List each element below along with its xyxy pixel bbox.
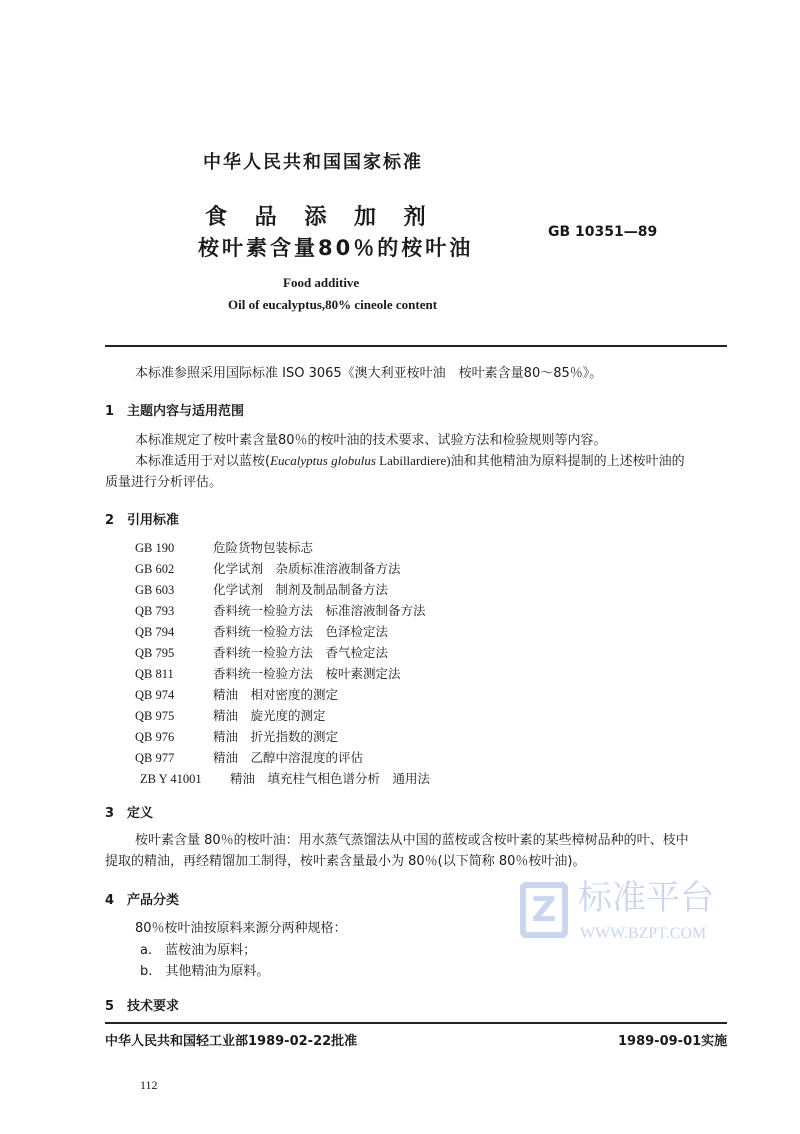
reference-title: 精油 旋光度的测定 bbox=[213, 708, 326, 723]
reference-title: 香料统一检验方法 香气检定法 bbox=[213, 645, 389, 660]
section-1-heading: 1 主题内容与适用范围 bbox=[105, 404, 245, 419]
issuing-authority: 中华人民共和国国家标准 bbox=[203, 152, 423, 173]
title-line-1: 食 品 添 加 剂 bbox=[205, 205, 436, 230]
latin-name: Eucalyptus globulus bbox=[270, 453, 376, 468]
reference-item bbox=[135, 622, 388, 640]
reference-code: QB 976 bbox=[135, 730, 175, 744]
reference-item bbox=[140, 769, 430, 787]
page-number: 112 bbox=[140, 1078, 158, 1092]
watermark-z-mark: Z bbox=[520, 882, 568, 938]
standard-code: GB 10351—89 bbox=[548, 224, 658, 240]
reference-code: QB 977 bbox=[135, 751, 175, 765]
section-4-para: 80％桉叶油按原料来源分两种规格： bbox=[135, 921, 347, 936]
reference-code: ZB Y 41001 bbox=[140, 772, 202, 786]
reference-title: 香料统一检验方法 色泽检定法 bbox=[213, 624, 389, 639]
reference-title: 精油 乙醇中溶混度的评估 bbox=[213, 750, 364, 765]
reference-code: GB 603 bbox=[135, 583, 175, 597]
reference-title: 香料统一检验方法 桉叶素测定法 bbox=[213, 666, 401, 681]
reference-code: QB 794 bbox=[135, 625, 175, 639]
section-4-heading: 4 产品分类 bbox=[105, 893, 180, 908]
reference-code: QB 811 bbox=[135, 667, 174, 681]
reference-code: QB 975 bbox=[135, 709, 175, 723]
reference-title: 危险货物包装标志 bbox=[213, 540, 314, 555]
reference-item bbox=[135, 580, 388, 598]
effective-date: 1989-09-01实施 bbox=[618, 1034, 728, 1049]
english-title-1: Food additive bbox=[283, 275, 360, 290]
reference-code: GB 190 bbox=[135, 541, 175, 555]
reference-title: 精油 填充柱气相色谱分析 通用法 bbox=[230, 771, 431, 786]
reference-code: QB 793 bbox=[135, 604, 175, 618]
reference-item bbox=[135, 601, 426, 619]
section-1-para-1: 本标准规定了桉叶素含量80％的桉叶油的技术要求、试验方法和检验规则等内容。 bbox=[135, 433, 607, 448]
reference-code: QB 974 bbox=[135, 688, 175, 702]
reference-item bbox=[135, 706, 326, 724]
reference-title: 化学试剂 制剂及制品制备方法 bbox=[213, 582, 389, 597]
reference-item bbox=[135, 685, 338, 703]
intro-text: 本标准参照采用国际标准 ISO 3065《澳大利亚桉叶油 桉叶素含量80～85％》。 bbox=[135, 366, 603, 381]
reference-title: 香料统一检验方法 标准溶液制备方法 bbox=[213, 603, 426, 618]
list-item-b: b. 其他精油为原料。 bbox=[140, 964, 270, 979]
watermark-url: WWW.BZPT.COM bbox=[580, 925, 707, 942]
reference-title: 化学试剂 杂质标准溶液制备方法 bbox=[213, 561, 401, 576]
section-5-heading: 5 技术要求 bbox=[105, 999, 180, 1014]
reference-code: GB 602 bbox=[135, 562, 175, 576]
list-item-a: a. 蓝桉油为原料； bbox=[140, 943, 257, 958]
watermark-logo bbox=[520, 878, 730, 954]
section-1-para-2 bbox=[135, 450, 685, 469]
title-line-2: 桉叶素含量80％的桉叶油 bbox=[198, 236, 474, 260]
header-divider bbox=[105, 345, 727, 347]
reference-item bbox=[135, 559, 401, 577]
reference-code: QB 795 bbox=[135, 646, 175, 660]
section-3-para-2: 提取的精油，再经精馏加工制得，桉叶素含量最小为 80％(以下简称 80％桉叶油)。 bbox=[105, 854, 586, 869]
section-3-para-1: 桉叶素含量 80％的桉叶油：用水蒸气蒸馏法从中国的蓝桉或含桉叶素的某些樟树品种的叶、枝中 bbox=[135, 833, 689, 848]
reference-item bbox=[135, 748, 363, 766]
reference-item bbox=[135, 664, 401, 682]
watermark-text: 标准平台 bbox=[578, 878, 714, 918]
footer-divider bbox=[105, 1022, 727, 1024]
text: 本标准适用于对以蓝桉( bbox=[135, 454, 271, 469]
section-2-heading: 2 引用标准 bbox=[105, 513, 180, 528]
reference-title: 精油 折光指数的测定 bbox=[213, 729, 339, 744]
reference-item bbox=[135, 727, 338, 745]
text: Labillardiere)油和其他精油为原料提制的上述桉叶油的 bbox=[375, 453, 685, 468]
reference-item bbox=[135, 538, 313, 556]
approval-date: 中华人民共和国轻工业部1989-02-22批准 bbox=[105, 1034, 358, 1049]
reference-title: 精油 相对密度的测定 bbox=[213, 687, 339, 702]
section-1-para-2-cont: 质量进行分析评估。 bbox=[105, 475, 223, 490]
section-3-heading: 3 定义 bbox=[105, 806, 154, 821]
english-title-2: Oil of eucalyptus,80% cineole content bbox=[228, 297, 438, 312]
reference-item bbox=[135, 643, 388, 661]
